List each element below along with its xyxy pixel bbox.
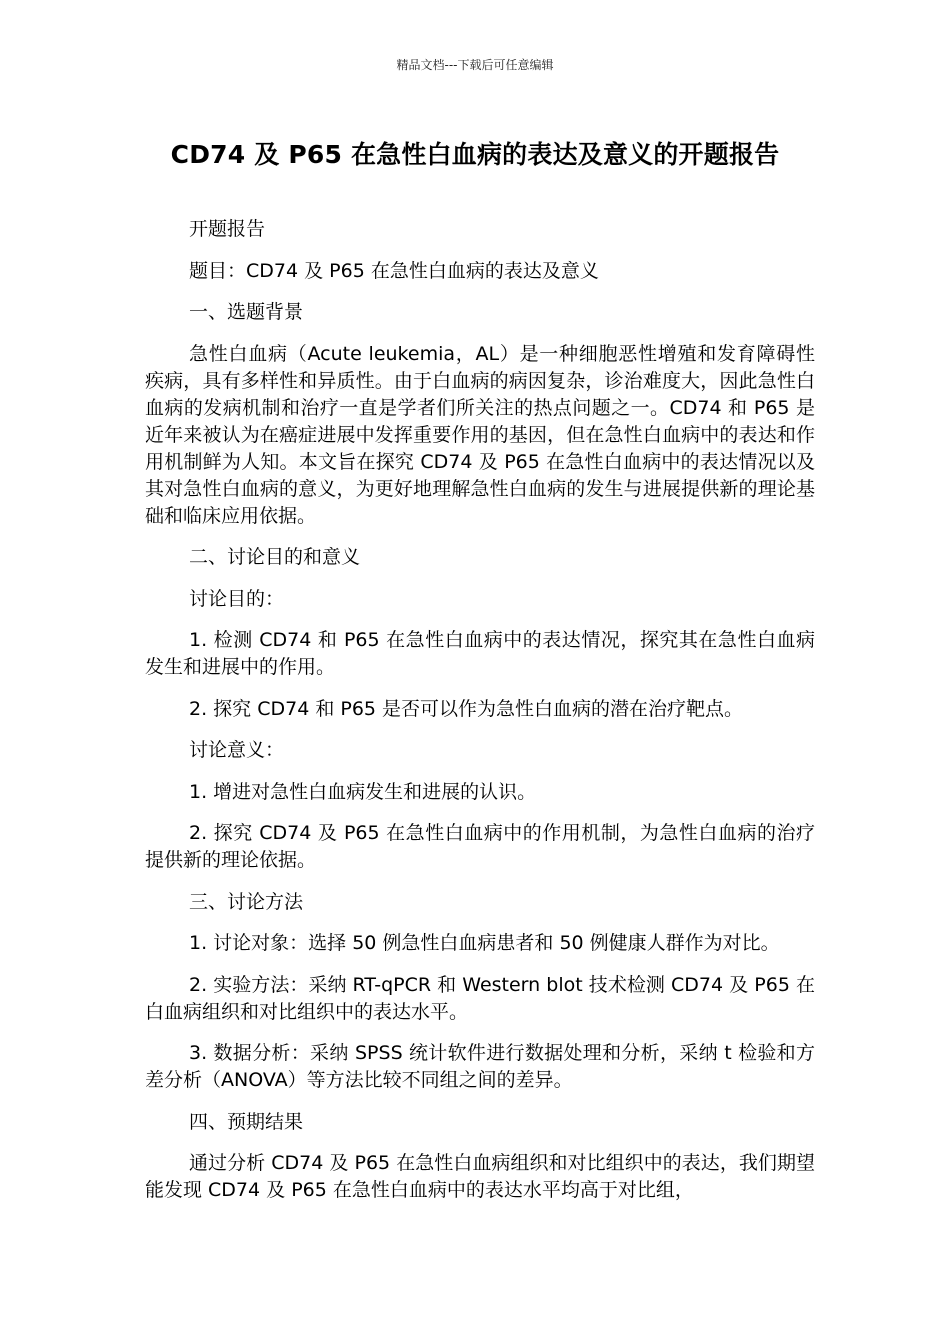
section-heading-background: 一、选题背景 — [189, 301, 304, 323]
paragraph-results: 通过分析 CD74 及 P65 在急性白血病组织和对比组织中的表达，我们期望能发现 CD74 及 P65 在急性白血病中的表达水平均高于对比组， — [145, 1152, 815, 1201]
section-heading-results: 四、预期结果 — [189, 1110, 304, 1133]
header-note: 精品文档---下载后可任意编辑 — [396, 58, 554, 72]
paragraph-report-label: 开题报告 — [189, 218, 266, 240]
list-item-method-2: 2. 实验方法：采纳 RT-qPCR 和 Western blot 技术检测 CD74 及 P65 在白血病组织和对比组织中的表达水平。 — [145, 973, 815, 1023]
list-item-purpose-2: 2. 探究 CD74 和 P65 是否可以作为急性白血病的潜在治疗靶点。 — [189, 697, 744, 720]
section-heading-methods: 三、讨论方法 — [189, 890, 304, 913]
paragraph-background: 急性白血病（Acute leukemia，AL）是一种细胞恶性增殖和发育障碍性疾病，具有多样性和异质性。由于白血病的病因复杂，诊治难度大，因此急性白血病的发病机制和治疗一直是学者们所关注的热点问题之一。CD74 和 P65 是近年来被认为在癌症进展中发挥重要作用的基因，但在急性白血病中的表达和作用机制鲜为人知。本文旨在探究 CD74 及 P65 在急性白血病中的表达情况以及其对急性白血病的意义，为更好地理解急性白血病的发生与进展提供新的理论基础和临床应用依据。 — [145, 342, 815, 527]
document-body — [145, 216, 815, 1219]
paragraph-topic: 题目：CD74 及 P65 在急性白血病的表达及意义 — [189, 259, 599, 282]
list-item-method-1: 1. 讨论对象：选择 50 例急性白血病患者和 50 例健康人群作为对比。 — [189, 932, 780, 954]
list-item-method-3: 3. 数据分析：采纳 SPSS 统计软件进行数据处理和分析，采纳 t 检验和方差分析（ANOVA）等方法比较不同组之间的差异。 — [145, 1042, 815, 1091]
list-item-purpose-1: 1. 检测 CD74 和 P65 在急性白血病中的表达情况，探究其在急性白血病发生和进展中的作用。 — [145, 629, 815, 678]
section-heading-purpose: 二、讨论目的和意义 — [189, 546, 361, 568]
list-item-significance-1: 1. 增进对急性白血病发生和进展的认识。 — [189, 780, 537, 803]
paragraph-significance-label: 讨论意义： — [189, 739, 285, 761]
paragraph-purpose-label: 讨论目的： — [189, 587, 285, 610]
document-title: CD74 及 P65 在急性白血病的表达及意义的开题报告 — [170, 140, 780, 169]
list-item-significance-2: 2. 探究 CD74 及 P65 在急性白血病中的作用机制，为急性白血病的治疗提供新的理论依据。 — [145, 822, 815, 871]
